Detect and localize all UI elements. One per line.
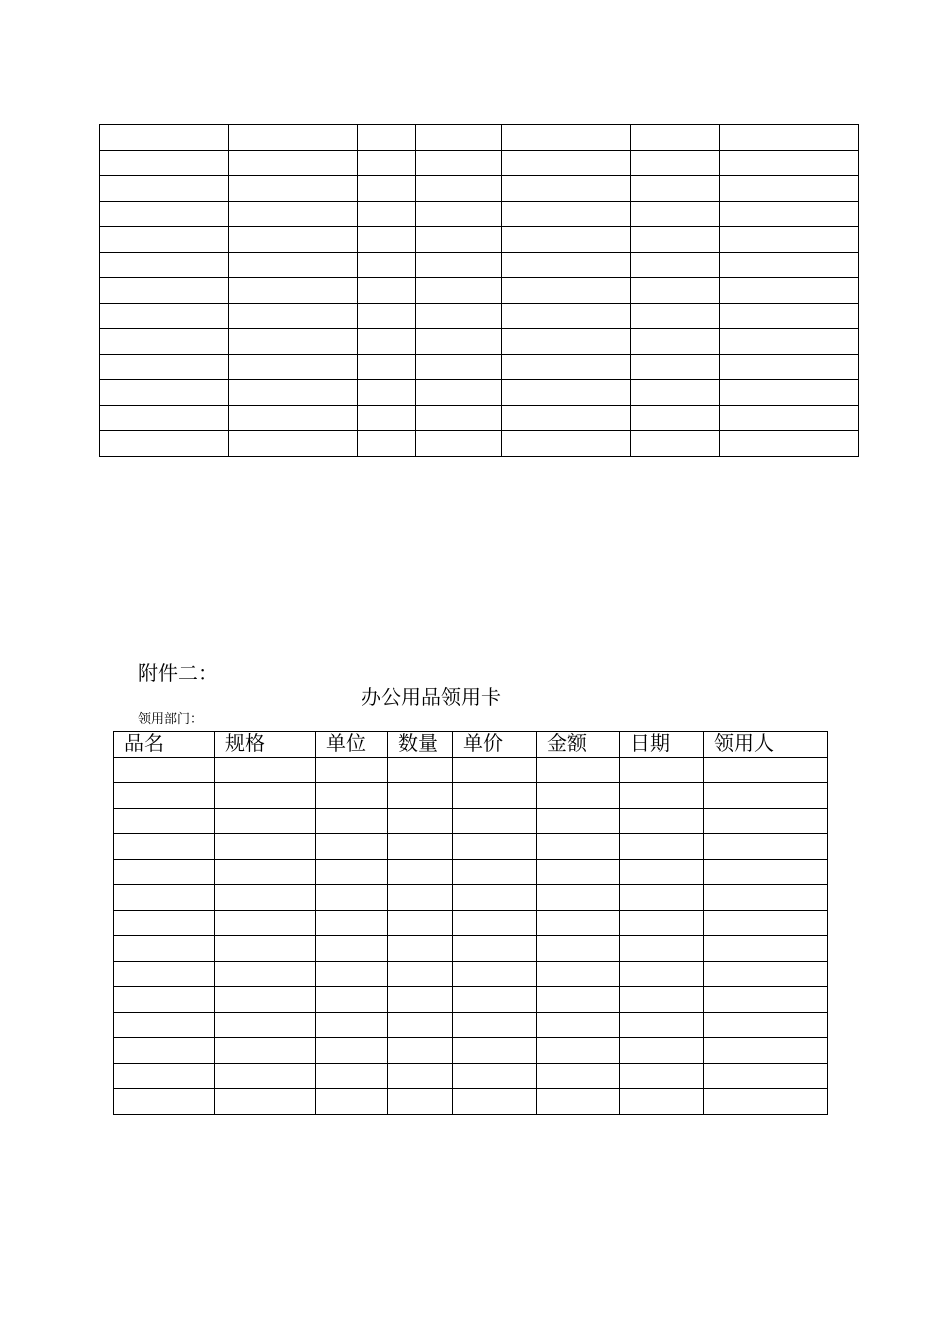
header-cell-quantity: 数量 [388, 732, 453, 758]
table-cell [537, 1089, 620, 1115]
table-cell [704, 1063, 828, 1089]
table-cell [631, 227, 720, 253]
table-cell [537, 961, 620, 987]
table-cell [316, 1089, 388, 1115]
table-cell [388, 757, 453, 783]
table-row [114, 1089, 828, 1115]
table-cell [704, 885, 828, 911]
table-row [100, 176, 859, 202]
table-cell [502, 125, 631, 151]
table-row [114, 834, 828, 860]
table-cell [416, 405, 502, 431]
table-cell [215, 783, 316, 809]
header-cell-spec: 规格 [215, 732, 316, 758]
table-cell [620, 859, 704, 885]
table-cell [229, 278, 358, 304]
table-cell [704, 961, 828, 987]
table-cell [215, 808, 316, 834]
table-cell [502, 201, 631, 227]
table-cell [316, 1063, 388, 1089]
table-cell [631, 380, 720, 406]
table-cell [453, 834, 537, 860]
table-cell [358, 125, 416, 151]
table-cell [316, 808, 388, 834]
table-cell [620, 757, 704, 783]
table-cell [720, 201, 859, 227]
table-cell [631, 201, 720, 227]
table-cell [620, 808, 704, 834]
table-row [100, 405, 859, 431]
table-cell [316, 1012, 388, 1038]
table-cell [100, 201, 229, 227]
blank-form-table [99, 124, 859, 457]
table-cell [100, 227, 229, 253]
table-cell [502, 150, 631, 176]
table-row [114, 859, 828, 885]
table-row [100, 329, 859, 355]
table-cell [704, 987, 828, 1013]
table-cell [388, 783, 453, 809]
table-cell [704, 1038, 828, 1064]
table-cell [114, 885, 215, 911]
table-cell [453, 1038, 537, 1064]
table-cell [388, 1089, 453, 1115]
table-cell [416, 380, 502, 406]
table-row [114, 757, 828, 783]
table-cell [114, 834, 215, 860]
table-cell [502, 431, 631, 457]
table-cell [502, 354, 631, 380]
table-cell [631, 125, 720, 151]
table-cell [215, 936, 316, 962]
table-row [100, 150, 859, 176]
table-cell [502, 303, 631, 329]
table-cell [537, 1063, 620, 1089]
table-cell [358, 227, 416, 253]
table-cell [114, 936, 215, 962]
table-cell [620, 1063, 704, 1089]
table-cell [316, 859, 388, 885]
table-row [114, 808, 828, 834]
table-cell [100, 278, 229, 304]
office-supplies-card-body [114, 757, 828, 1114]
table-cell [620, 910, 704, 936]
table-row [114, 987, 828, 1013]
table-cell [114, 987, 215, 1013]
table-cell [416, 354, 502, 380]
table-cell [704, 1089, 828, 1115]
table-cell [229, 201, 358, 227]
table-cell [215, 757, 316, 783]
table-cell [388, 808, 453, 834]
table-cell [388, 1063, 453, 1089]
table-cell [316, 987, 388, 1013]
card-title: 办公用品领用卡 [361, 685, 501, 709]
table-cell [215, 910, 316, 936]
table-row [114, 783, 828, 809]
table-cell [502, 405, 631, 431]
table-cell [316, 885, 388, 911]
table-cell [114, 1038, 215, 1064]
table-cell [229, 150, 358, 176]
table-row [114, 910, 828, 936]
table-cell [100, 303, 229, 329]
table-cell [620, 1038, 704, 1064]
table-cell [215, 1012, 316, 1038]
table-cell [229, 227, 358, 253]
table-cell [215, 885, 316, 911]
table-cell [453, 987, 537, 1013]
table-cell [388, 834, 453, 860]
table-row [114, 961, 828, 987]
blank-form-table-body [100, 125, 859, 457]
attachment-label: 附件二： [138, 661, 218, 685]
table-cell [720, 431, 859, 457]
table-cell [720, 150, 859, 176]
table-cell [388, 1012, 453, 1038]
header-cell-recipient: 领用人 [704, 732, 828, 758]
table-cell [537, 859, 620, 885]
table-cell [537, 1038, 620, 1064]
table-cell [453, 910, 537, 936]
table-cell [631, 176, 720, 202]
table-cell [316, 910, 388, 936]
table-row [100, 227, 859, 253]
table-row [100, 431, 859, 457]
table-cell [388, 987, 453, 1013]
table-cell [114, 1089, 215, 1115]
table-cell [114, 783, 215, 809]
table-cell [620, 783, 704, 809]
table-cell [416, 252, 502, 278]
table-cell [229, 125, 358, 151]
table-cell [416, 329, 502, 355]
table-cell [620, 987, 704, 1013]
table-cell [502, 329, 631, 355]
table-cell [100, 176, 229, 202]
table-cell [388, 885, 453, 911]
table-cell [388, 961, 453, 987]
table-cell [316, 834, 388, 860]
table-cell [720, 176, 859, 202]
table-cell [358, 405, 416, 431]
table-row [100, 303, 859, 329]
table-cell [631, 150, 720, 176]
table-cell [388, 936, 453, 962]
table-cell [114, 859, 215, 885]
table-cell [620, 1012, 704, 1038]
table-cell [537, 987, 620, 1013]
table-cell [416, 278, 502, 304]
table-cell [358, 252, 416, 278]
table-cell [358, 150, 416, 176]
table-cell [537, 910, 620, 936]
table-cell [537, 757, 620, 783]
table-cell [720, 303, 859, 329]
table-cell [453, 808, 537, 834]
table-cell [631, 405, 720, 431]
table-cell [215, 1089, 316, 1115]
table-row [100, 380, 859, 406]
table-row [100, 125, 859, 151]
table-cell [620, 885, 704, 911]
header-cell-unit-price: 单价 [453, 732, 537, 758]
table-cell [704, 783, 828, 809]
table-cell [316, 961, 388, 987]
table-cell [453, 885, 537, 911]
table-cell [631, 278, 720, 304]
table-cell [229, 176, 358, 202]
table-cell [358, 431, 416, 457]
table-cell [229, 354, 358, 380]
table-cell [316, 783, 388, 809]
table-cell [358, 329, 416, 355]
table-cell [388, 859, 453, 885]
table-row [114, 936, 828, 962]
table-cell [631, 431, 720, 457]
table-cell [453, 936, 537, 962]
table-cell [631, 252, 720, 278]
table-cell [229, 303, 358, 329]
table-row [100, 252, 859, 278]
table-cell [537, 834, 620, 860]
table-cell [537, 885, 620, 911]
table-row [100, 278, 859, 304]
table-cell [720, 354, 859, 380]
table-cell [720, 125, 859, 151]
table-cell [620, 961, 704, 987]
table-cell [358, 354, 416, 380]
table-cell [537, 1012, 620, 1038]
table-cell [100, 252, 229, 278]
table-row [114, 885, 828, 911]
table-cell [704, 910, 828, 936]
table-cell [537, 808, 620, 834]
table-cell [388, 1038, 453, 1064]
table-cell [416, 227, 502, 253]
table-cell [631, 354, 720, 380]
table-cell [453, 1089, 537, 1115]
table-cell [720, 252, 859, 278]
table-cell [537, 936, 620, 962]
table-cell [229, 380, 358, 406]
table-cell [416, 150, 502, 176]
table-cell [114, 1012, 215, 1038]
table-cell [704, 757, 828, 783]
table-cell [720, 380, 859, 406]
table-cell [416, 176, 502, 202]
table-cell [704, 834, 828, 860]
table-cell [316, 757, 388, 783]
table-cell [100, 125, 229, 151]
table-cell [114, 961, 215, 987]
table-cell [215, 987, 316, 1013]
table-cell [704, 859, 828, 885]
table-cell [358, 201, 416, 227]
header-cell-unit: 单位 [316, 732, 388, 758]
table-row [100, 201, 859, 227]
table-cell [215, 1063, 316, 1089]
table-cell [100, 405, 229, 431]
table-cell [537, 783, 620, 809]
table-cell [631, 303, 720, 329]
table-cell [416, 201, 502, 227]
table-cell [620, 1089, 704, 1115]
table-cell [720, 329, 859, 355]
table-cell [100, 380, 229, 406]
table-cell [453, 1012, 537, 1038]
table-cell [502, 380, 631, 406]
table-cell [100, 150, 229, 176]
table-cell [114, 757, 215, 783]
table-cell [453, 859, 537, 885]
table-cell [453, 757, 537, 783]
table-cell [229, 431, 358, 457]
table-cell [416, 303, 502, 329]
table-cell [100, 329, 229, 355]
department-label: 领用部门： [138, 712, 204, 727]
header-row [114, 732, 828, 758]
table-cell [215, 1038, 316, 1064]
table-cell [720, 278, 859, 304]
table-cell [720, 227, 859, 253]
header-cell-date: 日期 [620, 732, 704, 758]
table-cell [114, 910, 215, 936]
table-cell [704, 936, 828, 962]
table-cell [388, 910, 453, 936]
table-cell [720, 405, 859, 431]
table-cell [502, 227, 631, 253]
table-row [114, 1038, 828, 1064]
table-cell [229, 329, 358, 355]
table-row [114, 1063, 828, 1089]
table-cell [229, 405, 358, 431]
table-cell [229, 252, 358, 278]
table-row [100, 354, 859, 380]
table-cell [416, 125, 502, 151]
table-cell [114, 808, 215, 834]
table-cell [358, 278, 416, 304]
office-supplies-card-table [113, 731, 828, 1115]
table-cell [453, 783, 537, 809]
table-cell [100, 431, 229, 457]
table-cell [358, 380, 416, 406]
table-cell [215, 961, 316, 987]
table-cell [215, 834, 316, 860]
table-cell [704, 1012, 828, 1038]
table-cell [620, 936, 704, 962]
table-cell [215, 859, 316, 885]
table-cell [358, 176, 416, 202]
table-cell [358, 303, 416, 329]
header-cell-name: 品名 [114, 732, 215, 758]
table-cell [502, 252, 631, 278]
table-cell [502, 278, 631, 304]
table-cell [631, 329, 720, 355]
table-row [114, 1012, 828, 1038]
table-cell [316, 936, 388, 962]
header-cell-amount: 金额 [537, 732, 620, 758]
table-cell [453, 961, 537, 987]
table-cell [704, 808, 828, 834]
table-cell [316, 1038, 388, 1064]
table-cell [416, 431, 502, 457]
table-cell [114, 1063, 215, 1089]
table-cell [620, 834, 704, 860]
table-cell [502, 176, 631, 202]
table-cell [100, 354, 229, 380]
table-cell [453, 1063, 537, 1089]
